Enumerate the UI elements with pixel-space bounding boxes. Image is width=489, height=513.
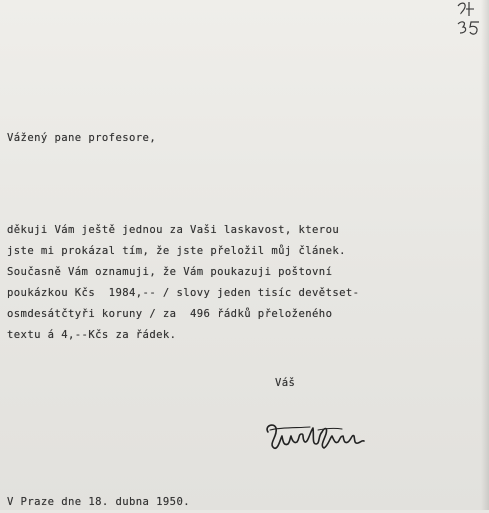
place-and-date: V Praze dne 18. dubna 1950.: [7, 496, 191, 508]
handwritten-folio-icon: [452, 0, 488, 42]
body-line: osmdesátčtyři koruny / za 496 řádků přeloženého: [7, 308, 333, 320]
signature-icon: [258, 410, 370, 460]
letter-body: [7, 220, 359, 346]
body-line: jste mi prokázal tím, že jste přeložil můj článek.: [7, 245, 346, 257]
page-edge-shadow: [481, 0, 489, 510]
closing: Váš: [275, 377, 296, 389]
body-line: textu á 4,--Kčs za řádek.: [7, 329, 177, 341]
body-line: Současně Vám oznamuji, že Vám poukazuji poštovní: [7, 266, 333, 278]
salutation: Vážený pane profesore,: [7, 132, 157, 144]
body-line: děkuji Vám ještě jednou za Vaši laskavost, kterou: [7, 224, 340, 236]
body-line: poukázkou Kčs 1984,-- / slovy jeden tisíc devětset-: [7, 287, 360, 299]
